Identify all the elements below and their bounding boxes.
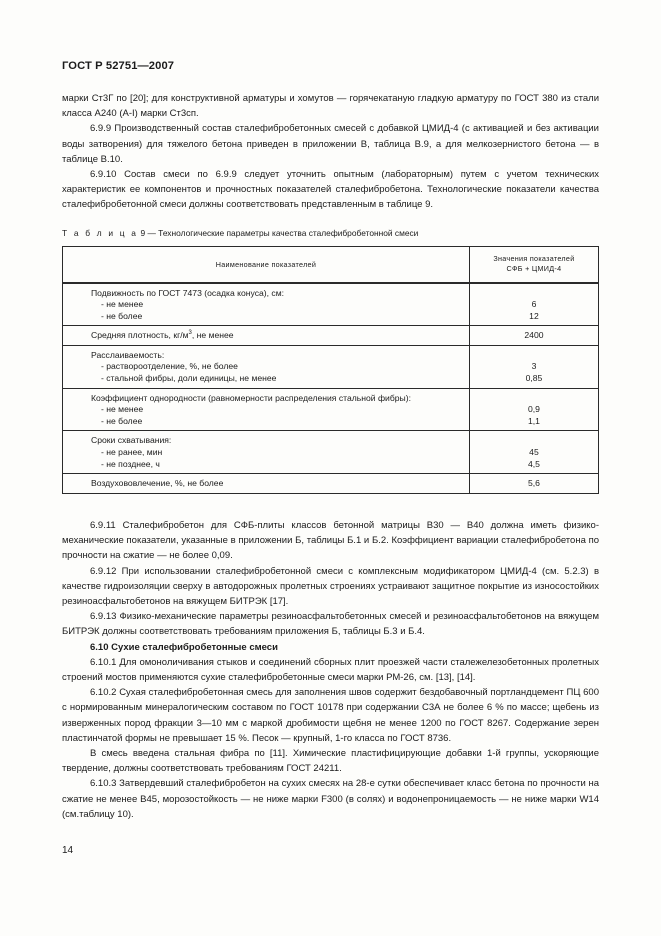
indicator-name-cell: [63, 388, 470, 431]
table-row: [63, 388, 599, 431]
column-header-value: [469, 247, 598, 283]
indicator-name: Сроки схватывания:: [91, 435, 172, 446]
indicator-value-cell: [469, 283, 598, 326]
table-body: [63, 283, 599, 494]
indicator-name: - раствороотделение, %, не более: [101, 361, 238, 372]
table-row: [63, 326, 599, 346]
indicator-value: 45: [529, 447, 539, 458]
indicator-name: - не позднее, ч: [101, 458, 160, 469]
table-caption-prefix: Т а б л и ц а: [62, 228, 139, 238]
indicator-value-cell: [469, 326, 598, 346]
paragraph-p5: 6.9.12 При использовании сталефибробетонной смеси с комплексным модификатором ЦМИД-4 (см. 5.2.3) в качестве гидроизоляции сверху в автодорожных пролетных строениях устраивают защитное покрытие из износостойких резиноасфальтобетонов на вяжущем БИТРЭК [17].: [62, 565, 599, 608]
indicator-value: [470, 435, 598, 447]
indicator-value: 4,5: [527, 458, 540, 469]
indicator-value-cell: [469, 345, 598, 388]
indicator-value: [470, 288, 598, 300]
indicator-name-cell: [63, 283, 470, 326]
indicator-value-cell: [469, 388, 598, 431]
indicator-name-cell: [63, 345, 470, 388]
table-row: [63, 474, 599, 494]
indicator-value-cell: [469, 474, 598, 494]
indicator-name-cell: [63, 431, 470, 474]
column-header-value-line1: Значения показателей: [493, 254, 575, 264]
indicator-name: [63, 330, 469, 342]
unit-superscript: 3: [188, 330, 192, 337]
table-caption-text: — Технологические параметры качества сталефибробетонной смеси: [147, 228, 419, 238]
indicator-value: 0,9: [527, 404, 540, 415]
paragraph-p2: 6.9.9 Производственный состав сталефибробетонных смесей с добавкой ЦМИД-4 (с активацией и без активации воды затворения) для тяжелого бетона приведен в приложении В, таблица В.9, а для мелкозернистого бетона — в таблице В.10.: [62, 123, 599, 165]
paragraph-p8: 6.10.1 Для омоноличивания стыков и соединений сборных плит проезжей части сталежелезобетонных пролетных строений мостов применяются сухие сталефибробетонные смеси марки РМ-26, см. [13], [14].: [62, 656, 599, 684]
table-caption: [62, 228, 599, 239]
indicator-name: - стальной фибры, доли единицы, не менее: [101, 373, 277, 384]
quality-parameters-table: [62, 246, 599, 494]
page-number: 14: [62, 845, 74, 856]
indicator-name-cell: [63, 326, 470, 346]
paragraph-p1: марки Ст3Г по [20]; для конструктивной арматуры и хомутов — горячекатаную гладкую арматуру по ГОСТ 380 из стали класса А240 (A-I) марки Ст3сп.: [62, 93, 599, 120]
indicator-value: 3: [531, 361, 537, 372]
paragraph-p9: 6.10.2 Сухая сталефибробетонная смесь для заполнения швов содержит бездобавочный портландцемент ПЦ 600 с нормированным минералогическим составом по ГОСТ 10178 при содержании С3А не более 6 % по массе; щебень из изверженных пород фракции 3—10 мм с маркой дробимости щебня не менее 1200 по ГОСТ 8267. Содержание зерен пластинчатой формы не превышает 15 %. Песок — крупный, 1-го класса по ГОСТ 8736.: [62, 687, 599, 744]
indicator-value-cell: [469, 431, 598, 474]
indicator-name: - не более: [101, 310, 143, 321]
paragraph-p3: 6.9.10 Состав смеси по 6.9.9 следует уточнить опытным (лабораторным) путем с учетом технических характеристик ее компонентов и прочностных показателей сталефибробетона. Технологические показатели качества сталефибробетонной смеси должны соответствовать представленным в таблице 9.: [62, 169, 599, 211]
paragraph-p10: В смесь введена стальная фибра по [11]. Химические пластифицирующие добавки 1-й группы, ускоряющие твердение, должны соответствовать требованиям ГОСТ 24211.: [62, 748, 599, 775]
paragraph-p4: 6.9.11 Сталефибробетон для СФБ-плиты классов бетонной матрицы В30 — В40 должна иметь физико-механические показатели, указанные в приложении Б, таблицы Б.1 и Б.2. Коэффициент вариации сталефибробетона по прочности на сжатие — не более 0,09.: [62, 520, 599, 562]
indicator-value: 6: [531, 299, 537, 310]
indicator-value: [470, 350, 598, 362]
indicator-value: 5,6: [527, 478, 540, 489]
table-row: [63, 345, 599, 388]
indicator-value: 1,1: [527, 415, 540, 426]
indicator-name: Расслаиваемость:: [91, 349, 165, 360]
column-header-value-line2: СФБ + ЦМИД-4: [506, 264, 562, 274]
indicator-name: - не ранее, мин: [101, 447, 163, 458]
top-text-block: [62, 91, 599, 213]
table-header-row: [63, 247, 599, 283]
table-row: [63, 431, 599, 474]
indicator-name: Коэффициент однородности (равномерности распределения стальной фибры):: [91, 392, 411, 403]
indicator-name-text: Средняя плотность, кг/м: [91, 330, 189, 341]
indicator-name-suffix: , не менее: [191, 330, 234, 341]
indicator-name: - не менее: [101, 299, 144, 310]
indicator-name: Воздухововлечение, %, не более: [91, 478, 224, 489]
indicator-name-cell: [63, 474, 470, 494]
table-caption-number: 9: [140, 228, 146, 238]
paragraph-p11: 6.10.3 Затвердевший сталефибробетон на сухих смесях на 28-е сутки обеспечивает класс бетона по прочности на сжатие не менее В45, морозостойкость — не ниже марки F300 (в солях) и водонепроницаемость — не ниже марки W14 (см.таблицу 10).: [62, 778, 599, 820]
standard-code-header: ГОСТ Р 52751—2007: [62, 60, 175, 72]
paragraph-p7: 6.10 Сухие сталефибробетонные смеси: [90, 641, 278, 653]
table-row: [63, 283, 599, 326]
indicator-name: - не менее: [101, 404, 144, 415]
indicator-value: 2400: [524, 330, 544, 341]
indicator-value: 0,85: [525, 373, 543, 384]
indicator-name: Подвижность по ГОСТ 7473 (осадка конуса), см:: [91, 287, 284, 298]
bottom-text-block: [62, 518, 599, 822]
indicator-value: [470, 393, 598, 405]
paragraph-p6: 6.9.13 Физико-механические параметры резиноасфальтобетонных смесей и резиноасфальтобетонов на вяжущем БИТРЭК должны соответствовать требованиям приложения Б, таблицы Б.3 и Б.4.: [62, 611, 599, 638]
column-header-name: Наименование показателей: [63, 247, 470, 283]
indicator-name: - не более: [101, 415, 143, 426]
indicator-value: 12: [529, 310, 539, 321]
